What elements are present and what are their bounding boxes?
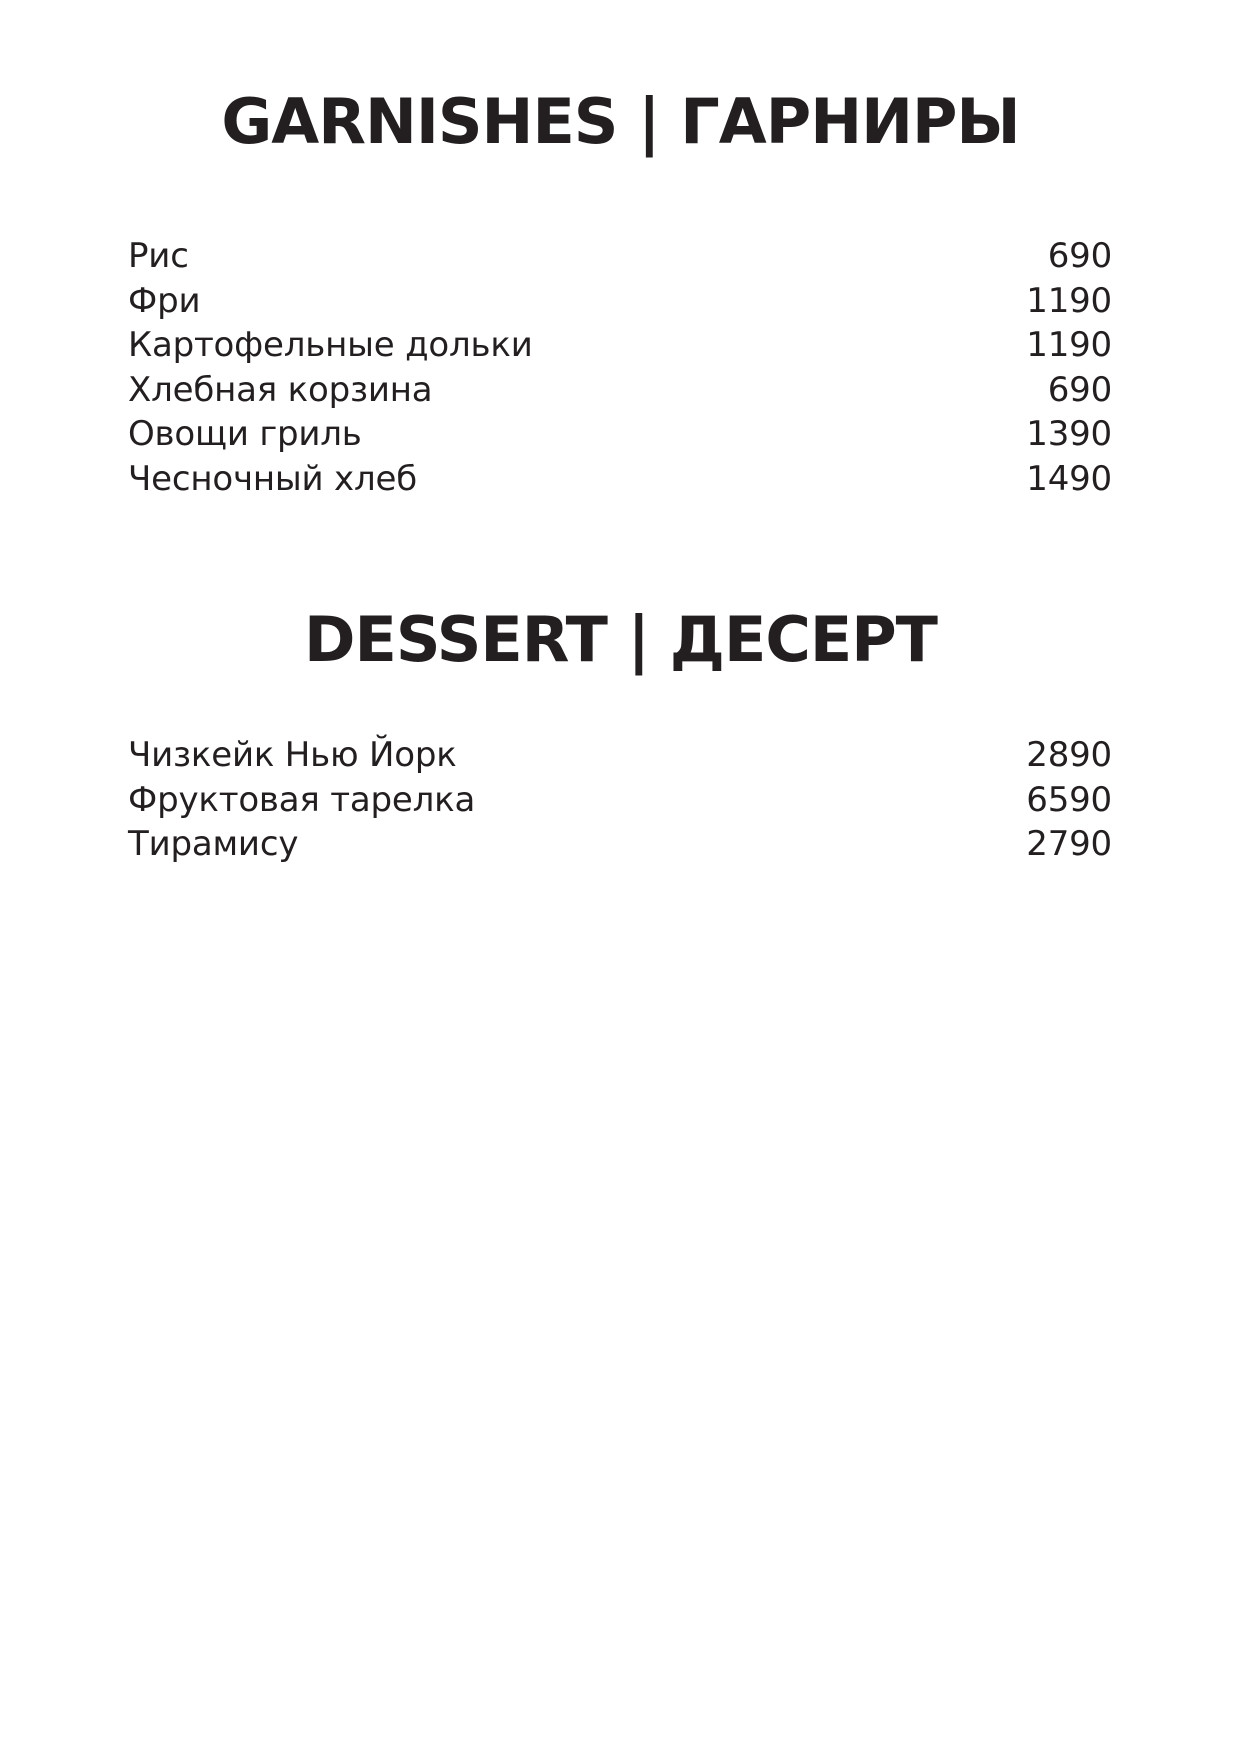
item-price: 1190	[1026, 325, 1112, 366]
menu-list-dessert	[128, 733, 1112, 867]
item-price: 1490	[1026, 458, 1112, 499]
item-name: Тирамису	[128, 824, 299, 865]
item-name: Фруктовая тарелка	[128, 779, 476, 820]
menu-list-garnishes	[128, 234, 1112, 502]
item-name: Чизкейк Нью Йорк	[128, 735, 457, 775]
menu-item	[128, 234, 1112, 279]
section-title-dessert: DESSERT | ДЕСЕРТ	[304, 603, 937, 676]
item-name: Хлебная корзина	[128, 369, 433, 410]
item-name: Картофельные дольки	[128, 325, 533, 366]
item-name: Чесночный хлеб	[128, 458, 417, 499]
menu-item	[128, 457, 1112, 502]
menu-item	[128, 822, 1112, 867]
menu-item	[128, 279, 1112, 324]
item-name: Фри	[128, 280, 201, 321]
item-price: 1190	[1026, 280, 1112, 321]
item-price: 690	[1047, 369, 1112, 410]
menu-item	[128, 778, 1112, 823]
item-price: 6590	[1026, 779, 1112, 820]
item-price: 2890	[1026, 735, 1112, 775]
item-name: Овощи гриль	[128, 414, 362, 455]
menu-item	[128, 323, 1112, 368]
menu-item	[128, 412, 1112, 457]
item-price: 1390	[1026, 414, 1112, 455]
item-name: Рис	[128, 236, 189, 276]
menu-item	[128, 368, 1112, 413]
item-price: 690	[1047, 236, 1112, 276]
section-title-garnishes: GARNISHES | ГАРНИРЫ	[221, 85, 1020, 158]
item-price: 2790	[1026, 824, 1112, 865]
menu-item	[128, 733, 1112, 778]
